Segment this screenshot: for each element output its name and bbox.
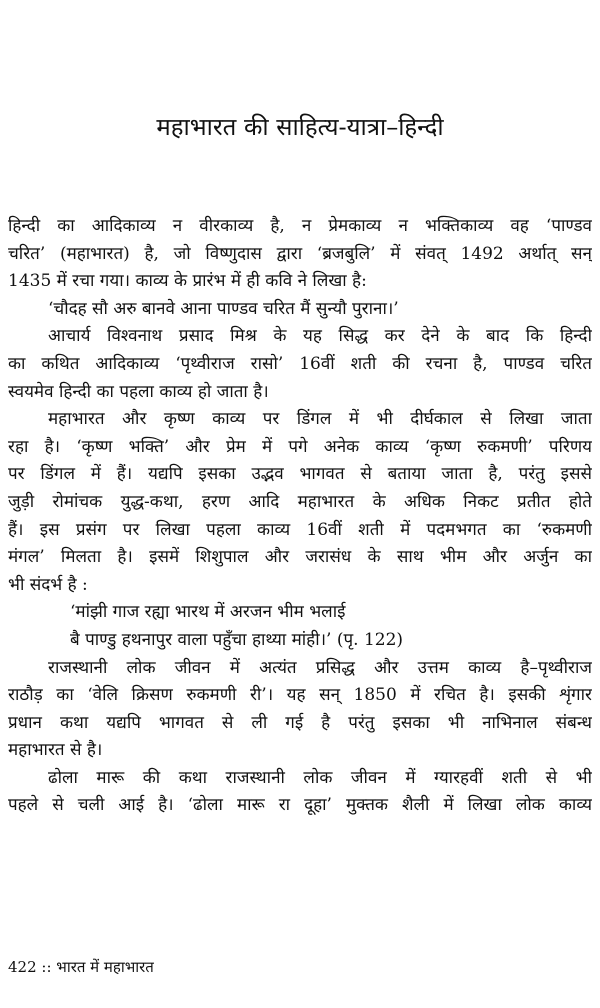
text-line: राजस्थानी लोक जीवन में अत्यंत प्रसिद्ध और उत्तम काव्य है–पृथ्वीराज (48, 657, 592, 678)
text-line: राठौड़ का ‘वेलि क्रिसण रुकमणी री’। यह सन् 1850 में रचित है। इसकी शृंगार (8, 685, 592, 706)
verse-line: ‘मांझी गाज रह्या भारथ में अरजन भीम भलाई (70, 602, 346, 623)
text-line: आचार्य विश्वनाथ प्रसाद मिश्र के यह सिद्ध कर देने के बाद कि हिन्दी (48, 326, 592, 347)
text-line: प्रधान कथा यद्यपि भागवत से ली गई है परंतु इसका भी नाभिनाल संबन्ध (8, 712, 592, 733)
verse-line: ‘चौदह सौ अरु बानवे आना पाण्डव चरित मैं सुन्यौ पुराना।’ (48, 298, 399, 319)
chapter-title: महाभारत की साहित्य-यात्रा–हिन्दी (156, 113, 444, 141)
text-line: महाभारत से है। (8, 740, 103, 761)
text-line: भी संदर्भ है : (8, 574, 88, 595)
text-line: ढोला मारू की कथा राजस्थानी लोक जीवन में ग्यारहवीं शती से भी (48, 767, 592, 788)
text-line: पहले से चली आई है। ‘ढोला मारू रा दूहा’ मुक्तक शैली में लिखा लोक काव्य (8, 795, 592, 816)
text-line: जुड़ी रोमांचक युद्ध-कथा, हरण आदि महाभारत के अधिक निकट प्रतीत होते (8, 491, 592, 512)
page-footer: 422 :: भारत में महाभारत (8, 958, 154, 976)
text-line: स्वयमेव हिन्दी का पहला काव्य हो जाता है। (8, 381, 269, 402)
text-line: का कथित आदिकाव्य ‘पृथ्वीराज रासो’ 16वीं शती की रचना है, पाण्डव चरित (8, 353, 592, 374)
text-line: पर डिंगल में हैं। यद्यपि इसका उद्भव भागवत से बताया जाता है, परंतु इससे (8, 464, 592, 485)
text-line: रहा है। ‘कृष्ण भक्ति’ और प्रेम में पगे अनेक काव्य ‘कृष्ण रुकमणी’ परिणय (8, 436, 592, 457)
text-line: 1435 में रचा गया। काव्य के प्रारंभ में ही कवि ने लिखा है: (8, 271, 367, 292)
verse-line: बै पाण्डु हथनापुर वाला पहुँचा हाथ्या मांही।’ (पृ. 122) (70, 629, 404, 650)
text-line: हिन्दी का आदिकाव्य न वीरकाव्य है, न प्रेमकाव्य न भक्तिकाव्य वह ‘पाण्डव (8, 216, 592, 236)
text-line: महाभारत और कृष्ण काव्य पर डिंगल में भी दीर्घकाल से लिखा जाता (48, 409, 592, 430)
text-line: चरित’ (महाभारत) है, जो विष्णुदास द्वारा ‘ब्रजबुलि’ में संवत् 1492 अर्थात् सन् (8, 243, 592, 264)
text-line: मंगल’ मिलता है। इसमें शिशुपाल और जरासंध के साथ भीम और अर्जुन का (8, 547, 592, 568)
text-line: हैं। इस प्रसंग पर लिखा पहला काव्य 16वीं शती में पदमभगत का ‘रुकमणी (8, 519, 592, 540)
body-text (8, 213, 592, 820)
